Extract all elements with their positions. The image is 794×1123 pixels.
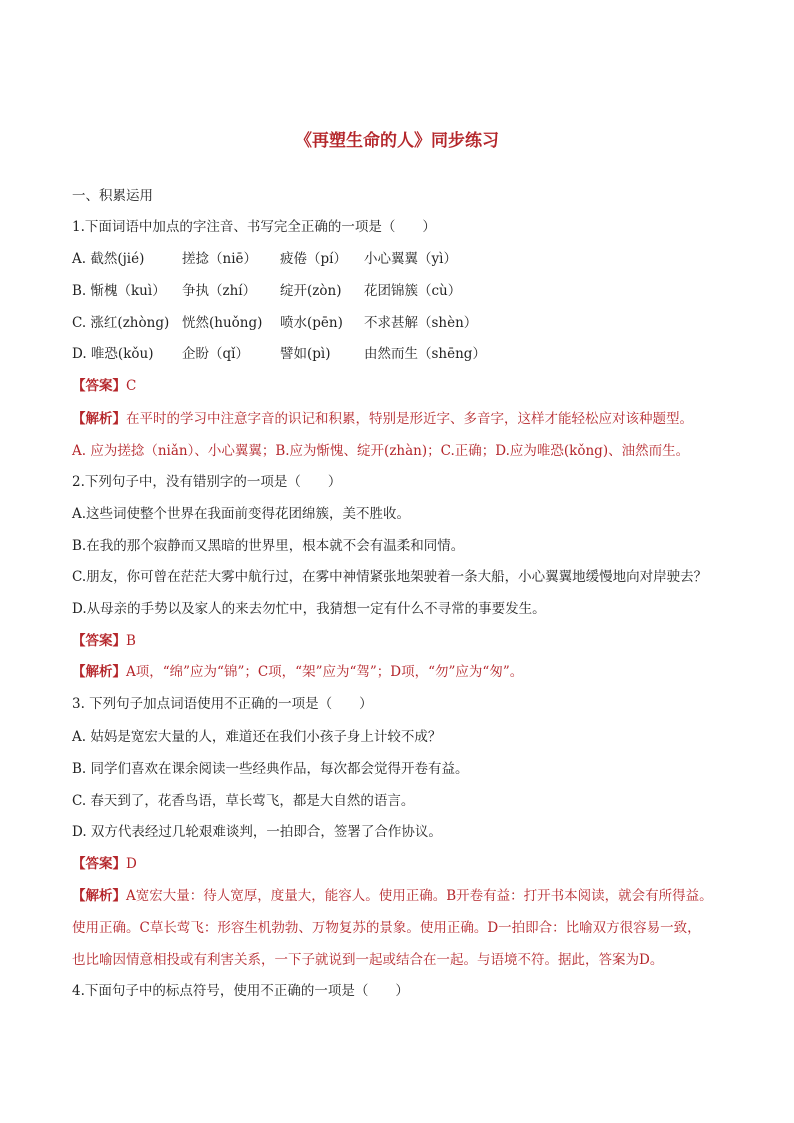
q3-option-a: A. 姑妈是宽宏大量的人，难道还在我们小孩子身上计较不成？	[72, 729, 442, 745]
q2-option-d: D.从母亲的手势以及家人的来去勿忙中，我猜想一定有什么不寻常的事要发生。	[72, 601, 546, 617]
q1-analysis-line-2: A. 应为搓捻（niǎn）、小心翼翼；B.应为惭愧、绽开(zhàn)；C.正确；D.应为唯恐(kǒng)、油然而生。	[72, 443, 690, 459]
q2-option-b: B.在我的那个寂静而又黑暗的世界里，根本就不会有温柔和同情。	[72, 538, 465, 554]
q2-answer: 【答案】B	[72, 633, 136, 649]
question-4-stem: 4.下面句子中的标点符号，使用不正确的一项是（ ）	[72, 983, 409, 999]
q3-analysis-line-3: 也比喻因情意相投或有利害关系，一下子就说到一起或结合在一起。与语境不符。据此，答案为D。	[72, 952, 664, 968]
q1-analysis: 【解析】在平时的学习中注意字音的识记和积累，特别是形近字、多音字，这样才能轻松应对该种题型。	[72, 411, 693, 427]
q3-answer: 【答案】D	[72, 856, 137, 872]
q3-analysis: 【解析】A宽宏大量：待人宽厚，度量大，能容人。使用正确。B开卷有益：打开书本阅读，就会有所得益。	[72, 888, 713, 904]
q3-option-c: C. 春天到了，花香鸟语，草长莺飞，都是大自然的语言。	[72, 793, 415, 809]
q1-option-d: D. 唯恐(kǒu) 企盼（qǐ） 譬如(pì) 由然而生（shēng）	[72, 346, 486, 362]
q1-option-c: C. 涨红(zhòng) 恍然(huǒng) 喷水(pēn) 不求甚解（shèn）	[72, 315, 478, 331]
question-3-stem: 3. 下列句子加点词语使用不正确的一项是（ ）	[72, 696, 373, 712]
q2-analysis: 【解析】A项，“绵”应为“锦”；C项，“架”应为“驾”；D项，“勿”应为“匆”。	[72, 664, 524, 680]
q3-analysis-line-2: 使用正确。C草长莺飞：形容生机勃勃、万物复苏的景象。使用正确。D一拍即合：比喻双方很容易一致，	[72, 920, 701, 936]
section-heading: 一、积累运用	[72, 188, 153, 204]
q3-option-d: D. 双方代表经过几轮艰难谈判，一拍即合，签署了合作协议。	[72, 824, 442, 840]
page-title: 《再塑生命的人》同步练习	[295, 131, 499, 151]
q1-option-b: B. 惭槐（kuì） 争执（zhí） 绽开(zòn) 花团锦簇（cù）	[72, 283, 462, 299]
question-1-stem: 1.下面词语中加点的字注音、书写完全正确的一项是（ ）	[72, 219, 436, 235]
q3-option-b: B. 同学们喜欢在课余阅读一些经典作品，每次都会觉得开卷有益。	[72, 761, 469, 777]
q1-answer: 【答案】C	[72, 378, 137, 394]
q2-option-c: C.朋友，你可曾在茫茫大雾中航行过，在雾中神情紧张地架驶着一条大船，小心翼翼地缓慢地向对岸驶去？	[72, 569, 708, 585]
q2-option-a: A.这些词使整个世界在我面前变得花团绵簇，美不胜收。	[72, 506, 411, 522]
question-2-stem: 2.下列句子中，没有错别字的一项是（ ）	[72, 474, 342, 490]
q1-option-a: A. 截然(jié) 搓捻（niē） 疲倦（pí） 小心翼翼（yì）	[72, 251, 457, 267]
